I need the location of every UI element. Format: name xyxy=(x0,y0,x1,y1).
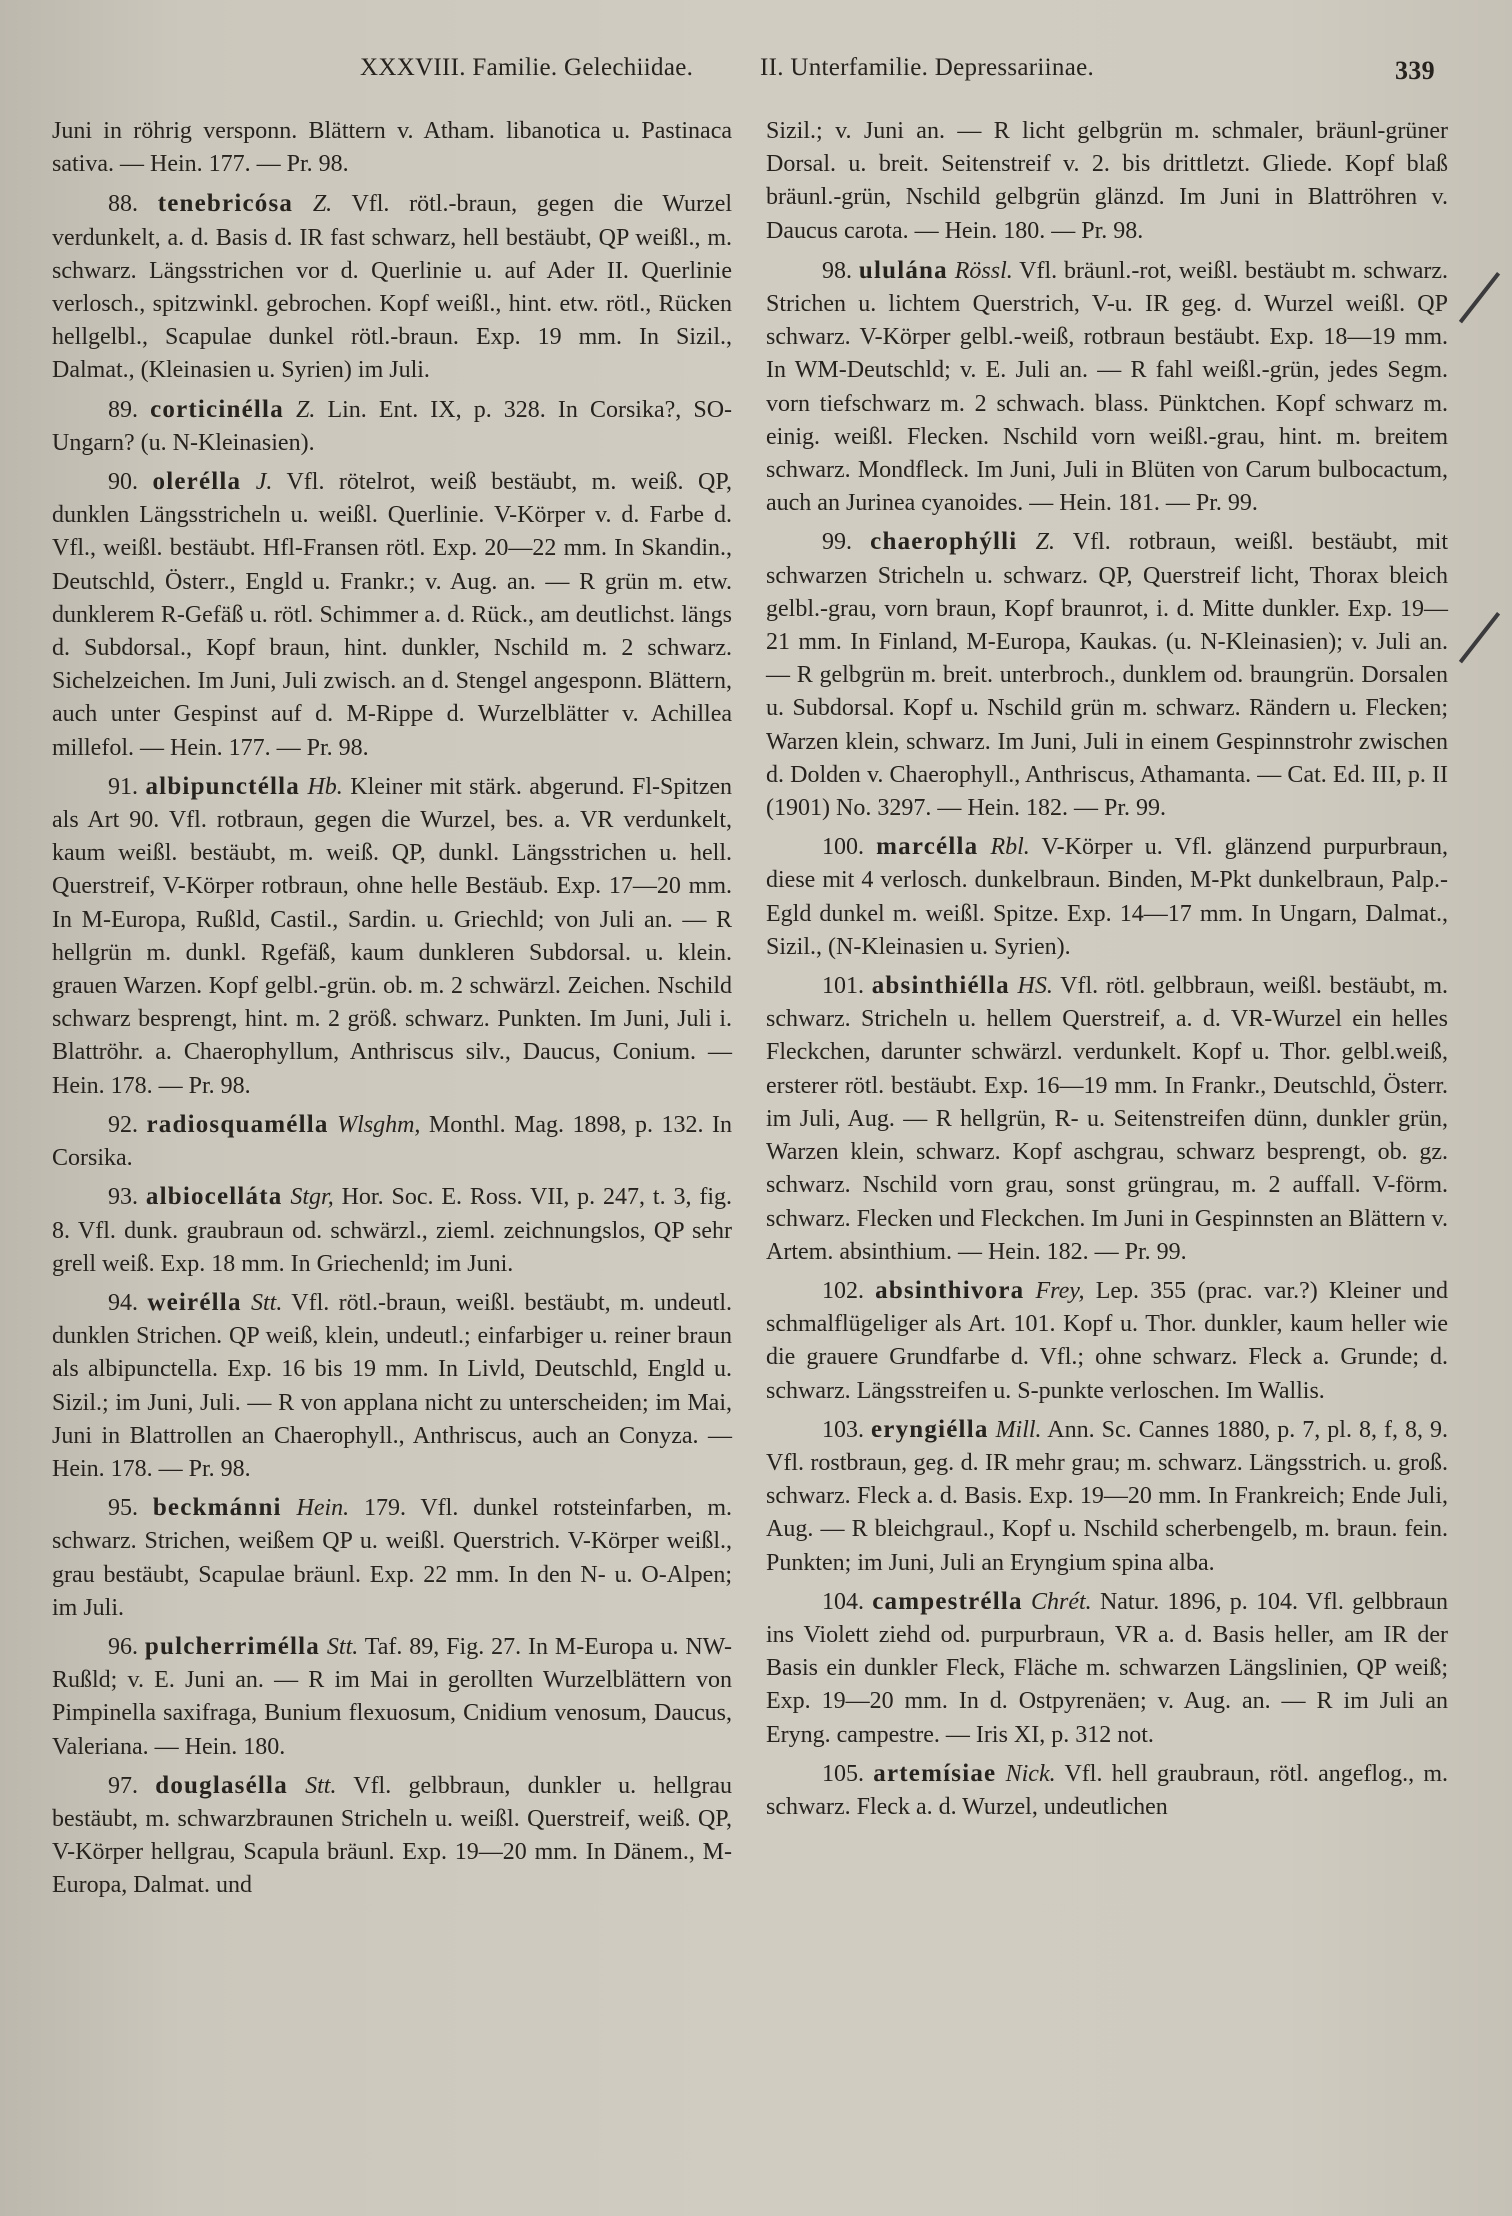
right-column xyxy=(766,114,1448,1829)
species-author: Stgr, xyxy=(290,1184,334,1211)
entry-number: 99. xyxy=(822,529,852,556)
species-description: Hor. Soc. E. Ross. VII, p. 247, t. 3, fig. 8. Vfl. dunk. graubraun od. schwärzl., zieml. zeichnungslos, QP sehr grell weiß. Exp. 18 mm. In Griechenld; im Juni. xyxy=(52,1184,733,1277)
species-author: HS. xyxy=(1017,973,1053,1000)
entry-number: 94. xyxy=(108,1289,138,1316)
species-description: Lin. Ent. IX, p. 328. In Corsika?, SO-Ungarn? (u. N-Kleinasien). xyxy=(52,396,733,456)
species-entry xyxy=(766,1274,1448,1408)
entry-number: 92. xyxy=(108,1111,138,1138)
entry-number: 105. xyxy=(822,1760,864,1787)
species-author: Wlsghm, xyxy=(337,1111,421,1138)
species-author: Z. xyxy=(296,396,316,423)
species-name: tenebricósa xyxy=(157,190,294,218)
species-entry xyxy=(52,1286,732,1486)
species-author: Frey, xyxy=(1035,1277,1085,1304)
species-name: radiosquamélla xyxy=(146,1110,329,1138)
species-entry xyxy=(52,770,732,1103)
species-author: Hb. xyxy=(307,773,343,800)
species-entry xyxy=(766,830,1448,964)
species-description: Vfl. gelbbraun, dunkler u. hellgrau bestäubt, m. schwarzbraunen Stricheln u. weißl. Querstreif, weiß. QP, V-Körper hellgrau, Scapula bräunl. Exp. 19—20 mm. In Dänem., M-Europa, Dalmat. und xyxy=(52,1772,732,1899)
entry-number: 95. xyxy=(108,1495,138,1522)
species-name: artemísiae xyxy=(873,1759,997,1787)
species-name: absinthiélla xyxy=(871,972,1010,1000)
species-entry xyxy=(52,1491,732,1625)
species-description: Vfl. rötl. gelbbraun, weißl. bestäubt, m. schwarz. Stricheln u. hellem Querstreif, a. d. VR-Wurzel ein helles Fleckchen, darunter schwärzl. verdunkelt. Kopf u. Thor. gelbl.weiß, ersterer rötl. bestäubt. Exp. 16—19 mm. In Frankr., Deutschld, Österr. im Juli, Aug. — R hellgrün, R- u. Seitenstreifen dünn, dunkler grün, Warzen klein, schwarz. Kopf aschgrau, schwarz besprengt, ob. gz. schwarz. Nschild vorn grau, sonst grüngrau, m. 2 auffall. V-förm. schwarz. Flecken und Fleckchen. Im Juni in Gespinnsten an Blättern v. Artem. absinthium. — Hein. 182. — Pr. 99. xyxy=(766,973,1449,1265)
species-entry xyxy=(766,254,1448,521)
entry-number: 101. xyxy=(822,973,864,1000)
species-description: Taf. 89, Fig. 27. In M-Europa u. NW-Rußld; v. E. Juni an. — R im Mai in gerollten Wurzelblättern von Pimpinella saxifraga, Bunium flexuosum, Cnidium venosum, Daucus, Valeriana. — Hein. 180. xyxy=(52,1633,732,1760)
margin-pencil-mark xyxy=(1459,272,1500,323)
species-name: douglasélla xyxy=(155,1771,288,1799)
species-author: Nick. xyxy=(1005,1760,1056,1787)
species-author: Rössl. xyxy=(954,257,1013,284)
species-name: ululána xyxy=(858,256,948,284)
species-entry xyxy=(766,1413,1448,1580)
species-author: Stt. xyxy=(305,1772,337,1799)
entry-number: 89. xyxy=(108,396,138,423)
entry-number: 88. xyxy=(108,191,138,218)
species-author: Z. xyxy=(312,191,333,218)
species-author: Mill. xyxy=(995,1416,1042,1443)
species-description: Lep. 355 (prac. var.?) Kleiner und schmalflügeliger als Art. 101. Kopf u. Thor. dunkler, kaum heller wie die grauere Grundfarbe d. Vfl.; ohne schwarz. Fleck a. Grunde; d. schwarz. Längsstreifen u. S-punkte verloschen. Im Wallis. xyxy=(766,1277,1449,1404)
species-description: Vfl. rötl.-braun, weißl. bestäubt, m. undeutl. dunklen Strichen. QP weiß, klein, undeutl.; einfarbiger u. reiner braun als albipunctella. Exp. 16 bis 19 mm. In Livld, Deutschld, Engld u. Sizil.; im Juni, Juli. — R von applana nicht zu unterscheiden; im Mai, Juni in Blattrollen an Chaerophyll., Anthriscus, auch an Conyza. — Hein. 178. — Pr. 98. xyxy=(52,1289,732,1482)
species-entry xyxy=(766,1585,1448,1752)
species-name: albipunctélla xyxy=(145,772,300,800)
species-description: Vfl. rötelrot, weiß bestäubt, m. weiß. QP, dunklen Längsstricheln u. weißl. Querlinie. V-Körper v. d. Farbe d. Vfl., weißl. bestäubt. Hfl-Fransen rötl. Exp. 20—22 mm. In Skandin., Deutschld, Österr., Engld u. Frankr.; v. Aug. an. — R grün m. etw. dunklerem R-Gefäß u. rötl. Schimmer a. d. Rück., am deutlichst. längs d. Subdorsal., Kopf braun, hint. dunkler, Nschild m. 2 schwarz. Sichelzeichen. Im Juni, Juli zwisch. an d. Stengel angesponn. Blättern, auch unter Gespinst auf d. M-Rippe d. Wurzelblätter v. Achillea millefol. — Hein. 177. — Pr. 98. xyxy=(52,469,733,761)
species-entry xyxy=(52,1180,732,1281)
species-author: Z. xyxy=(1035,529,1055,556)
entry-number: 100. xyxy=(822,834,864,861)
entry-number: 93. xyxy=(108,1184,138,1211)
species-description: Vfl. rötl.-braun, gegen die Wurzel verdunkelt, a. d. Basis d. IR fast schwarz, hell bestäubt, QP weißl., m. schwarz. Längsstrichen vor d. Querlinie u. auf Ader II. Querlinie verlosch., spitzwinkl. gebrochen. Kopf weißl., hint. etw. rötl., Rücken hellgelbl., Scapulae dunkel rötl.-braun. Exp. 19 mm. In Sizil., Dalmat., (Kleinasien u. Syrien) im Juli. xyxy=(52,191,733,384)
species-description: Juni in röhrig versponn. Blättern v. Atham. libanotica u. Pastinaca sativa. — Hein. 177. — Pr. 98. xyxy=(52,118,732,178)
species-description: Monthl. Mag. 1898, p. 132. In Corsika. xyxy=(52,1111,732,1172)
species-name: beckmánni xyxy=(152,1494,282,1522)
species-name: marcélla xyxy=(876,833,979,861)
species-name: weirélla xyxy=(147,1288,242,1316)
species-description: Natur. 1896, p. 104. Vfl. gelbbraun ins Violett ziehd od. purpurbraun, VR a. d. Basis heller, am IR der Basis ein dunkler Fleck, Fläche m. schwarzen Längslinien, QP weiß; Exp. 19—20 mm. In d. Ostpyrenäen; v. Aug. an. — R im Juli an Eryng. campestre. — Iris XI, p. 312 not. xyxy=(766,1588,1449,1748)
entry-number: 91. xyxy=(108,773,138,800)
entry-number: 96. xyxy=(108,1633,138,1660)
margin-pencil-mark xyxy=(1459,612,1500,663)
species-author: Rbl. xyxy=(990,834,1030,861)
species-name: campestrélla xyxy=(872,1587,1023,1615)
species-entry xyxy=(52,465,732,765)
species-description: Kleiner mit stärk. abgerund. Fl-Spitzen als Art 90. Vfl. rotbraun, gegen die Wurzel, bes. a. VR verdunkelt, kaum weißl. bestäubt, m. weiß. QP, dunkl. Längsstrichen u. hell. Querstreif, V-Körper rotbraun, ohne helle Bestäub. Exp. 17—20 mm. In M-Europa, Rußld, Castil., Sardin. u. Griechld; von Juli an. — R hellgrün m. dunkl. Rgefäß, kaum dunkleren Subdorsal. u. klein. grauen Warzen. Kopf gelbl.-grün. ob. m. 2 schwärzl. Zeichen. Nschild schwarz besprengt, hint. m. 2 größ. schwarz. Punkten. Im Juni, Juli i. Blattröhr. a. Chaerophyllum, Anthriscus silv., Daucus, Conium. — Hein. 178. — Pr. 98. xyxy=(52,773,733,1099)
species-entry xyxy=(766,1757,1448,1824)
entry-number: 90. xyxy=(108,469,138,496)
entry-number: 103. xyxy=(822,1416,864,1443)
entry-number: 98. xyxy=(822,257,852,284)
species-description: 179. Vfl. dunkel rotsteinfarben, m. schwarz. Strichen, weißem QP u. weißl. Querstrich. V-Körper weißl., grau bestäubt, Scapulae bräunl. Exp. 22 mm. In den N- u. O-Alpen; im Juli. xyxy=(52,1495,733,1621)
entry-number: 104. xyxy=(822,1588,864,1615)
running-header xyxy=(0,54,1512,94)
species-entry xyxy=(52,1108,732,1175)
species-entry xyxy=(52,1769,732,1903)
left-column xyxy=(52,114,732,1908)
species-name: absinthivora xyxy=(875,1276,1025,1304)
species-name: pulcherrimélla xyxy=(144,1632,321,1660)
species-entry xyxy=(52,1630,732,1764)
header-subfamily: II. Unterfamilie. Depressariinae. xyxy=(760,54,1095,81)
species-description: Vfl. hell graubraun, rötl. angeflog., m. schwarz. Fleck a. d. Wurzel, undeutlichen xyxy=(766,1760,1449,1820)
species-name: albiocelláta xyxy=(145,1183,283,1211)
species-entry xyxy=(766,969,1448,1269)
species-author: Stt. xyxy=(251,1289,283,1316)
species-entry xyxy=(52,114,732,181)
species-author: Chrét. xyxy=(1031,1588,1092,1615)
species-entry xyxy=(766,114,1448,248)
species-name: corticinélla xyxy=(150,395,284,423)
species-description: V-Körper u. Vfl. glänzend purpurbraun, diese mit 4 verlosch. dunkelbraun. Binden, M-Pkt dunkelbraun, Palp.-Egld dunkel m. weißl. Spitze. Exp. 14—17 mm. In Ungarn, Dalmat., Sizil., (N-Kleinasien u. Syrien). xyxy=(766,834,1449,960)
species-name: eryngiélla xyxy=(871,1415,989,1443)
species-name: olerélla xyxy=(152,468,242,496)
species-entry xyxy=(52,393,732,460)
species-description: Sizil.; v. Juni an. — R licht gelbgrün m. schmaler, bräunl-grüner Dorsal. u. breit. Seitenstreif v. 2. bis drittletzt. Gliede. Kopf blaß bräunl.-grün, Nschild gelbgrün glänzd. Im Juni in Blattröhren v. Daucus carota. — Hein. 180. — Pr. 98. xyxy=(766,118,1448,244)
header-family: XXXVIII. Familie. Gelechiidae. xyxy=(360,54,694,81)
species-author: Stt. xyxy=(326,1633,359,1660)
species-entry xyxy=(52,187,732,387)
species-author: J. xyxy=(255,469,273,496)
entry-number: 97. xyxy=(108,1772,138,1799)
species-author: Hein. xyxy=(296,1495,350,1522)
species-description: Ann. Sc. Cannes 1880, p. 7, pl. 8, f, 8, 9. Vfl. rostbraun, geg. d. IR mehr grau; m. schwarz. Längsstrich. u. groß. schwarz. Fleck a. d. Basis. Exp. 19—20 mm. In Frankreich; Ende Juli, Aug. — R bleichgraul., Kopf u. Nschild scherbengelb, m. braun. fein. Punkten; im Juni, Juli an Eryngium spina alba. xyxy=(766,1416,1448,1576)
entry-number: 102. xyxy=(822,1277,864,1304)
species-entry xyxy=(766,525,1448,825)
species-name: chaerophýlli xyxy=(870,528,1018,556)
species-description: Vfl. bräunl.-rot, weißl. bestäubt m. schwarz. Strichen u. lichtem Querstrich, V-u. IR geg. d. Wurzel weißl. QP schwarz. V-Körper gelbl.-weiß, rotbraun bestäubt. Exp. 18—19 mm. In WM-Deutschld; v. E. Juli an. — R fahl weißl.-grün, jedes Segm. vorn tiefschwarz m. 2 schwach. blass. Pünktchen. Kopf schwarz m. einig. weißl. Flecken. Nschild vorn weißl.-grau, hint. m. breitem schwarz. Mondfleck. Im Juni, Juli in Blüten von Carum bulbocactum, auch an Jurinea cyanoides. — Hein. 181. — Pr. 99. xyxy=(766,257,1448,517)
species-description: Vfl. rotbraun, weißl. bestäubt, mit schwarzen Stricheln u. schwarz. QP, Querstreif licht, Thorax bleich gelbl.-grau, vorn braun, Kopf braunrot, i. d. Mitte dunkler. Exp. 19—21 mm. In Finland, M-Europa, Kaukas. (u. N-Kleinasien); v. Juli an. — R gelbgrün m. breit. unterbroch., dunklem od. braungrün. Dorsalen u. Subdorsal. Kopf u. Nschild grün m. schwarz. Rändern u. Flecken; Warzen klein, schwarz. Im Juni, Juli in einem Gespinnstrohr zwischen d. Dolden v. Chaerophyll., Anthriscus, Athamanta. — Cat. Ed. III, p. II (1901) No. 3297. — Hein. 182. — Pr. 99. xyxy=(766,529,1448,822)
page-number: 339 xyxy=(1395,56,1435,85)
